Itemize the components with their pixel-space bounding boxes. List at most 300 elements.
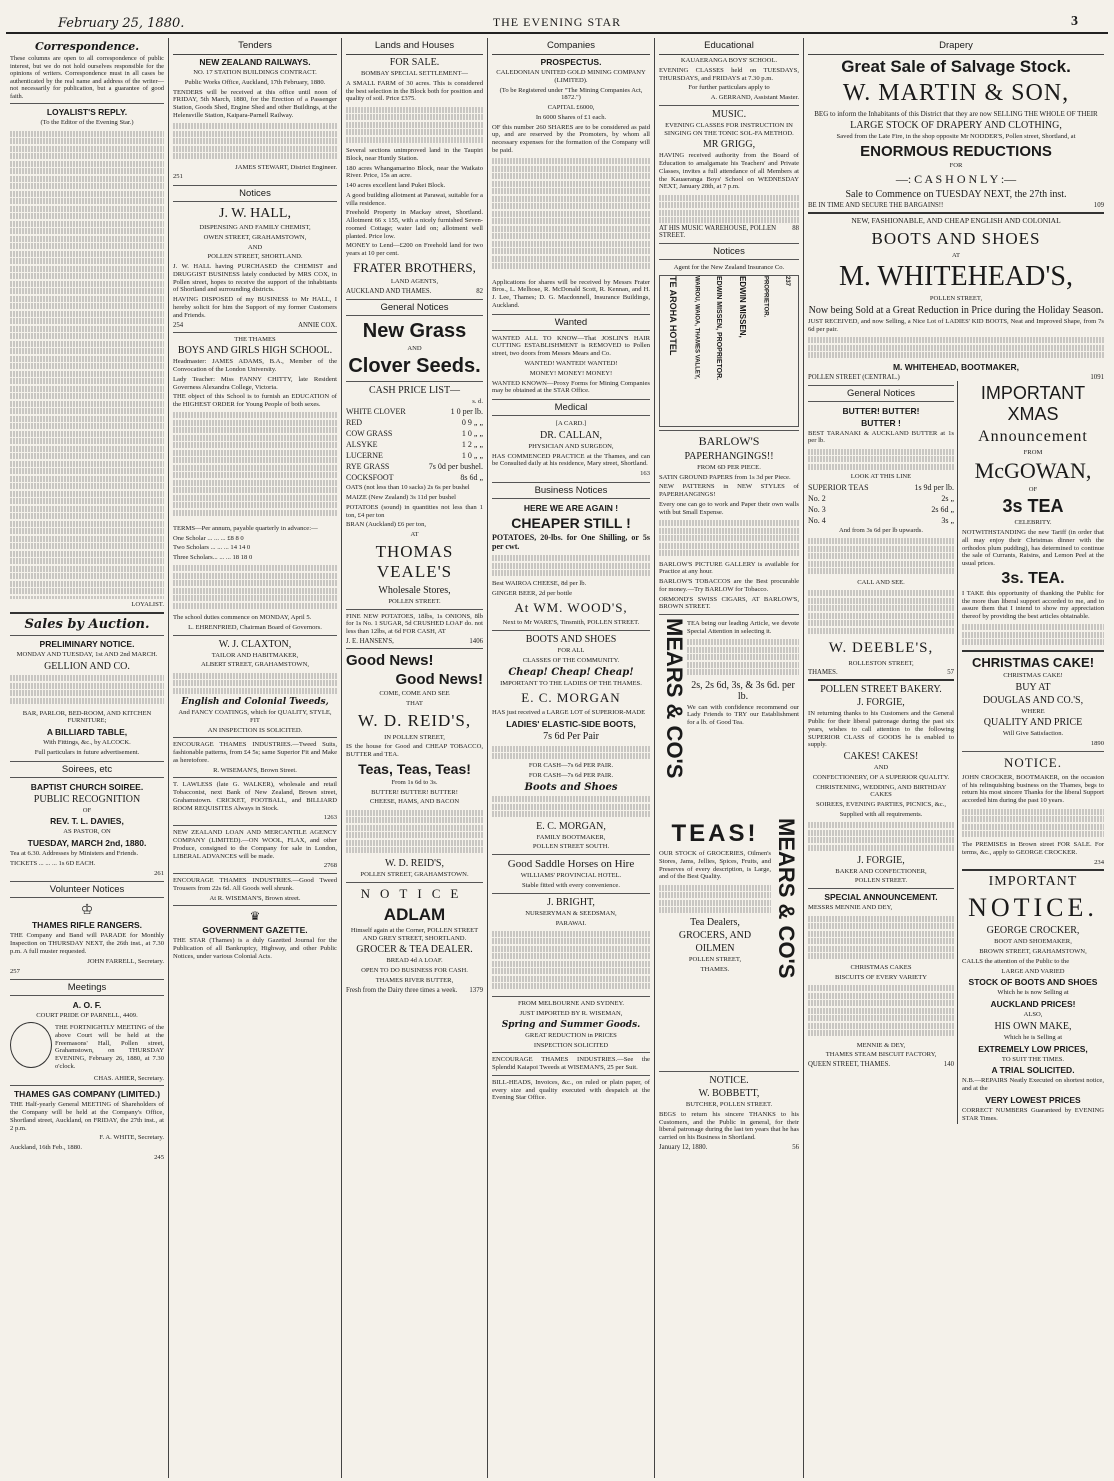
pollen-central: POLLEN STREET (CENTRAL.) bbox=[808, 373, 900, 381]
hotel-location: WAIROU, WAIOA, THAMES VALLEY, bbox=[693, 275, 700, 379]
be-in-time: BE IN TIME AND SECURE THE BARGAINS!! bbox=[808, 201, 944, 209]
shares: In 6000 Shares of £1 each. bbox=[535, 113, 607, 121]
christmas-cakes: CHRISTMAS CAKES bbox=[850, 964, 912, 971]
parawai: PARAWAI. bbox=[555, 919, 587, 927]
gerrand: A. GERRAND, Assistant Master. bbox=[710, 94, 799, 102]
auck-thames: AUCKLAND AND THAMES. bbox=[346, 287, 432, 295]
correspondence-notice: These columns are open to all correspondence of public interest, but we do not hold ourselves responsible for the opinions of writers. Correspondence must in all cases be authenticated by the real name and address of the writer—not necessarily for publication, but a guarantee of good faith. bbox=[10, 55, 164, 100]
cheap: Cheap! Cheap! Cheap! bbox=[508, 666, 634, 678]
billiard-table: A BILLIARD TABLE, bbox=[46, 727, 128, 738]
very-lowest: VERY LOWEST PRICES bbox=[985, 1094, 1081, 1105]
taranaki: BEST TARANAKI & AUCKLAND BUTTER at 1s per lb. bbox=[808, 429, 954, 445]
and-from: And from 3s 6d per lb upwards. bbox=[838, 526, 924, 534]
gallery: BARLOW'S PICTURE GALLERY is available for Practice at any hour. bbox=[659, 560, 799, 576]
sales-auction-head: Sales by Auction. bbox=[24, 616, 150, 632]
tea-row-price: 3s „ bbox=[941, 515, 954, 525]
for-label: FOR bbox=[949, 162, 963, 170]
caledonian: CALEDONIAN UNITED GOLD MINING COMPANY (LIMITED). bbox=[496, 69, 646, 84]
butter-butter: BUTTER! BUTTER! bbox=[842, 405, 920, 416]
and-label: AND bbox=[407, 344, 422, 352]
reid-2: W. D. REID'S, bbox=[385, 858, 444, 870]
christmas-cake-sub: CHRISTMAS CAKE! bbox=[1003, 671, 1063, 679]
column-tenders bbox=[169, 38, 342, 1478]
insurance-agent: Agent for the New Zealand Insurance Co. bbox=[673, 264, 785, 272]
paperhangings: PAPERHANGINGS!! bbox=[684, 450, 774, 462]
meetings-head: Meetings bbox=[10, 979, 164, 996]
lady-teacher: Lady Teacher: Miss FANNY CHITTY, late Resident Governess Alexandra College, Victoria. bbox=[173, 375, 337, 391]
pwo: Public Works Office, Auckland, 17th February, 1880. bbox=[184, 78, 326, 86]
supplied: Supplied with all requirements. bbox=[839, 810, 923, 818]
hall-text: J. W. HALL having PURCHASED the CHEMIST and DRUGGIST BUSINESS lately conducted by MRS COX, in Pollen street, hopes to receive the support of the inhabitants of Shortland and surrounding districts. bbox=[173, 263, 337, 294]
own-make: HIS OWN MAKE, bbox=[994, 1020, 1072, 1032]
calls-attention: CALLS the attention of the Public to the bbox=[962, 957, 1070, 965]
melbourne: FROM MELBOURNE AND SYDNEY. bbox=[517, 1000, 625, 1008]
mennie-dey: MESSRS MENNIE AND DEY, bbox=[808, 904, 893, 912]
cash-2: FOR CASH—7s 6d PER PAIR. bbox=[528, 771, 614, 779]
physician: PHYSICIAN AND SURGEON, bbox=[528, 442, 614, 450]
ref-254: 254 bbox=[173, 321, 184, 329]
price-row-name: LUCERNE bbox=[346, 451, 383, 461]
boots-and-shoes-6: BOOTS AND SHOES bbox=[871, 228, 1041, 248]
ref-56: 56 bbox=[792, 1143, 799, 1151]
come-see: COME, COME AND SEE bbox=[379, 689, 450, 697]
fee-three: Three Scholars... ... ... 18 18 0 bbox=[173, 554, 253, 562]
court-text: THE FORTNIGHTLY MEETING of the above Court will be held at the Freemasons' Hall, Pollen street, Grahamstown, on THURSDAY EVENING, February 26, 1880, at 7.30 o'clock. bbox=[55, 1024, 164, 1070]
enormous: ENORMOUS REDUCTIONS bbox=[860, 143, 1052, 161]
queen-st: QUEEN STREET, THAMES. bbox=[808, 1061, 891, 1069]
wiseman: R. WISEMAN'S, Brown Street. bbox=[213, 766, 297, 774]
bobbett: W. BOBBETT, bbox=[698, 1088, 760, 1100]
factory: THAMES STEAM BISCUIT FACTORY, bbox=[825, 1051, 937, 1059]
pollen-bakery: POLLEN STREET BAKERY. bbox=[820, 684, 942, 696]
wanted-text: WANTED ALL TO KNOW—That JOSLIN'S HAIR CUTTING ESTABLISHMENT is REMOVED to Pollen street, two doors from Messrs Mears and Co. bbox=[492, 334, 650, 358]
special-announcement: SPECIAL ANNOUNCEMENT. bbox=[824, 892, 938, 903]
reid-title: W. D. REID'S, bbox=[357, 710, 472, 730]
notice-title: NOTICE bbox=[360, 885, 469, 901]
ref-88: 88 bbox=[792, 225, 799, 233]
claxton-title: W. J. CLAXTON, bbox=[218, 638, 292, 650]
brown-street: BROWN STREET, GRAHAMSTOWN, bbox=[979, 948, 1087, 956]
grocers: GROCERS, AND bbox=[678, 930, 752, 942]
lawless: T. LAWLESS (late G. WALKER), wholesale and retail Tobacconist, next Bank of New Zealand, Brown street, Grahamstown. CRICKET, FOOTBALL, and BILLIARD ROOM REQUISITES Always in Stock. bbox=[173, 781, 337, 812]
grigg-text: HAVING received authority from the Board of Education to amalgamate his Teachers' and Private Classes, invites a full attendance of all Members at the Kauaeranga Boys' School on WEDNESDAY NEXT, January 28th, at 7 p.m. bbox=[659, 152, 799, 191]
price-row-price: 1 2 „ „ bbox=[461, 440, 483, 450]
salvage-title: Great Sale of Salvage Stock. bbox=[841, 57, 1071, 76]
forgie-2: J. FORGIE, bbox=[857, 854, 905, 866]
kauaeranga: KAUAERANGA BOYS' SCHOOL. bbox=[680, 57, 778, 64]
price-row-price: 8s 6d „ bbox=[460, 473, 483, 483]
col6-left bbox=[808, 381, 958, 1125]
cash-only: —: C A S H O N L Y :— bbox=[895, 171, 1017, 186]
cash-1: FOR CASH—7s 6d PER PAIR. bbox=[528, 762, 614, 770]
thames-5: THAMES. bbox=[700, 965, 730, 973]
which-selling: Which he is now Selling at bbox=[997, 989, 1069, 997]
auckland-prices: AUCKLAND PRICES! bbox=[990, 999, 1076, 1010]
teas-block bbox=[659, 818, 799, 1068]
which-is: Which he is Selling at bbox=[1003, 1033, 1063, 1041]
price-row-name: RED bbox=[346, 418, 362, 428]
fancy-coatings: And FANCY COATINGS, which for QUALITY, STYLE, FIT bbox=[178, 709, 332, 724]
ref-251: 251 bbox=[173, 173, 183, 181]
contract-title: NO. 17 STATION BUILDINGS CONTRACT. bbox=[193, 69, 317, 76]
george-crocker: GEORGE CROCKER, bbox=[986, 925, 1080, 937]
christening: CHRISTENING, WEDDING, AND BIRTHDAY CAKES bbox=[815, 783, 947, 799]
pollen-2: POLLEN STREET, GRAHAMSTOWN. bbox=[360, 871, 469, 879]
tea-3s: 3s TEA bbox=[1002, 496, 1064, 517]
good-news-2: Good News! bbox=[395, 670, 483, 688]
page-number: 3 bbox=[1071, 14, 1078, 29]
encourage: ENCOURAGE THAMES INDUSTRIES.—Tweed Suits, fashionable patterns, from £4 5s; same Superior Fit and Make as heretofore. bbox=[173, 741, 337, 764]
christmas-cake: CHRISTMAS CAKE! bbox=[971, 654, 1095, 670]
call-see: CALL AND SEE. bbox=[857, 578, 905, 586]
biscuits: BISCUITS OF EVERY VARIETY bbox=[834, 973, 928, 981]
imported: JUST IMPORTED BY R. WISEMAN, bbox=[519, 1010, 623, 1018]
price-row bbox=[346, 440, 483, 449]
sale-items: BAR, PARLOR, BED-ROOM, AND KITCHEN FURNITURE; bbox=[22, 709, 152, 725]
pollen-4: POLLEN STREET, bbox=[688, 956, 742, 964]
volunteer-head: Volunteer Notices bbox=[10, 881, 164, 898]
of-label: OF bbox=[82, 806, 92, 814]
where: WHERE bbox=[1021, 707, 1045, 715]
tea-time: Tea at 6.30. Addresses by Ministers and Friends. bbox=[10, 850, 139, 858]
morgan-2: E. C. MORGAN, bbox=[536, 820, 606, 832]
wood-title: At WM. WOOD'S, bbox=[514, 600, 628, 616]
court-emblem-icon bbox=[10, 1022, 52, 1068]
letter-to: (To the Editor of the Evening Star.) bbox=[40, 119, 134, 127]
fee-two: Two Scholars ... ... ... 14 14 0 bbox=[173, 544, 251, 552]
xmas-title: IMPORTANT XMAS bbox=[980, 382, 1086, 424]
morgan-text: HAS just received a LARGE LOT of SUPERIOR-MADE bbox=[492, 709, 646, 717]
extremely-low: EXTREMELY LOW PRICES, bbox=[978, 1043, 1088, 1054]
teas-title: TEAS! bbox=[671, 820, 759, 848]
look-at: LOOK AT THIS LINE bbox=[850, 473, 912, 481]
ref-261: 261 bbox=[154, 869, 164, 877]
ref-163: 163 bbox=[640, 470, 650, 478]
warehouse: AT HIS MUSIC WAREHOUSE, POLLEN STREET. bbox=[659, 225, 777, 240]
court-sign: CHAS. AHIER, Secretary. bbox=[93, 1074, 164, 1082]
celebrity: CELEBRITY. bbox=[1014, 519, 1052, 527]
column-correspondence bbox=[6, 38, 169, 1478]
apply-to: For further particulars apply to bbox=[688, 84, 770, 92]
chemist-title: DISPENSING AND FAMILY CHEMIST, bbox=[199, 224, 311, 232]
pollen-st-6: POLLEN STREET. bbox=[854, 877, 908, 885]
price-row-name: COW GRASS bbox=[346, 429, 393, 439]
tea-prices: 2s, 2s 6d, 3s, & 3s 6d. per lb. bbox=[691, 679, 795, 702]
satin: SATIN GROUND PAPERS from 1s 3d per Piece. bbox=[659, 473, 791, 481]
companies-head: Companies bbox=[492, 38, 650, 55]
hansen: J. E. HANSEN'S, bbox=[346, 637, 394, 645]
freehold: Freehold Property in Mackay street, Shortland. Allotment 66 x 155, with a nicely furnished Seven-roomed Cottage; water laid on; allotment well planted. Price low. bbox=[346, 209, 483, 240]
ref-1890: 1890 bbox=[1090, 740, 1104, 748]
sale-more: Full particulars in future advertisement. bbox=[34, 748, 140, 756]
soiree-title: BAPTIST CHURCH SOIREE. bbox=[30, 781, 144, 792]
acres-180: 180 acres Whangamarino Block, near the Waikato River. Price, 15s an acre. bbox=[346, 164, 483, 180]
recommend: We can with confidence recommend our Lady Friends to TRY our Establishment for a lb. of Good Tea. bbox=[687, 703, 799, 727]
ladies-boots: LADIES' ELASTIC-SIDE BOOTS, bbox=[506, 719, 636, 730]
bobbett-date: January 12, 1880. bbox=[659, 1143, 708, 1151]
money-2: MONEY! MONEY! MONEY! bbox=[529, 369, 613, 377]
and-6b: AND bbox=[873, 764, 889, 772]
from-6d: FROM 6D PER PIECE. bbox=[697, 463, 761, 471]
gas-title: THAMES GAS COMPANY (LIMITED.) bbox=[13, 1089, 161, 1100]
acres-140: 140 acres excellent land Pukei Block. bbox=[346, 182, 446, 190]
oilmen: OILMEN bbox=[695, 943, 735, 955]
river-butter: THAMES RIVER BUTTER, bbox=[375, 976, 454, 984]
gas-text: THE Half-yearly General MEETING of Shareholders of the Company will be held at the Company's Office, Shortland street, Auckland, on FRIDAY, the 27th inst., at 2 p.m. bbox=[10, 1101, 164, 1132]
forgie: J. FORGIE, bbox=[857, 697, 905, 709]
educational-head: Educational bbox=[659, 38, 799, 55]
oats: OATS (not less than 10 sacks) 2s 6s per bushel bbox=[346, 484, 470, 492]
sale-commence: Sale to Commence on TUESDAY NEXT, the 27th inst. bbox=[845, 188, 1067, 200]
ref-57: 57 bbox=[947, 669, 954, 677]
aof-title: A. O. F. bbox=[72, 1000, 102, 1011]
cheaper-still: CHEAPER STILL ! bbox=[511, 514, 631, 531]
wood-address: Next to Mr WARE'S, Tinsmith, POLLEN STREET. bbox=[502, 619, 640, 627]
column-educational bbox=[655, 38, 804, 1478]
chairman: L. EHRENFRIED, Chairman Board of Governors. bbox=[188, 623, 322, 631]
correspondence-head: Correspondence. bbox=[34, 40, 140, 53]
notice-6: NOTICE. bbox=[1004, 754, 1062, 770]
premises: The PREMISES in Brown street FOR SALE. For terms, &c., apply to GEORGE CROCKER. bbox=[962, 841, 1104, 856]
notwithstanding: NOTWITHSTANDING the new Tariff (in order that all may enjoy their Christmas dinner with the orthodox plum pudding), has determined to continue the sale of Currants, Raisins, and Lemon Peel at the usual prices. bbox=[962, 528, 1104, 568]
open-cash: OPEN TO DO BUSINESS FOR CASH. bbox=[361, 967, 468, 975]
ref-82: 82 bbox=[476, 287, 483, 295]
butter: BUTTER! BUTTER! BUTTER! bbox=[371, 788, 458, 796]
wanted-2: WANTED! WANTED! WANTED! bbox=[524, 360, 618, 368]
masthead bbox=[6, 2, 1108, 34]
important-ladies: IMPORTANT TO THE LADIES OF THE THAMES. bbox=[500, 679, 642, 687]
boot-shoemaker: BOOT AND SHOEMAKER, bbox=[994, 938, 1072, 946]
cakes: CAKES! CAKES! bbox=[843, 751, 919, 763]
letter-title: LOYALIST'S REPLY. bbox=[46, 107, 128, 118]
nursery: NURSERYMAN & SEEDSMAN, bbox=[525, 909, 617, 917]
teas-from: From 1s 6d to 3s. bbox=[391, 778, 438, 786]
reception: PUBLIC RECOGNITION bbox=[33, 793, 141, 805]
ref-2768: 2768 bbox=[323, 862, 337, 870]
card: [A CARD.] bbox=[555, 420, 587, 428]
bran: BRAN (Auckland) £6 per ton, bbox=[346, 521, 427, 529]
auction-dates: MONDAY AND TUESDAY, 1st AND 2nd MARCH. bbox=[16, 650, 158, 658]
price-list bbox=[346, 407, 483, 482]
i-take: I TAKE this opportunity of thanking the Public for the more than liberal support accorded to me, and to assure them that I intend to show my appreciation thereof by providing the best articles obtainable. bbox=[962, 589, 1104, 621]
school-reopen: The school duties commence on MONDAY, April 5. bbox=[173, 613, 312, 621]
quality-price: QUALITY AND PRICE bbox=[983, 717, 1083, 729]
ref-234: 234 bbox=[1094, 858, 1104, 866]
tweeds: English and Colonial Tweeds, bbox=[181, 697, 329, 708]
crest-icon: ♔ bbox=[80, 902, 94, 919]
saddle-horses: Good Saddle Horses on Hire bbox=[507, 858, 635, 871]
butter-single: BUTTER ! bbox=[861, 417, 901, 428]
wholesale: Wholesale Stores, bbox=[378, 584, 451, 596]
forgie-text: IN returning thanks to his Customers and the General Public for their liberal patronage during the past six years, wishes to call attention to the following SUPERIOR CLASS of GOODS he is enabled to supply. bbox=[808, 710, 954, 749]
pollen-6: POLLEN STREET, bbox=[929, 295, 983, 303]
wanted-head: Wanted bbox=[492, 314, 650, 331]
barlow-text: Every one can go to work and Paper their own walls with but Small Expense. bbox=[659, 501, 799, 516]
crocker-text: JOHN CROCKER, BOOTMAKER, on the occasion of his relinquishing business on the Thames, begs to return his most sincere Thanks for the liberal Support accorded him during the past 10 years. bbox=[962, 773, 1104, 805]
price-row bbox=[346, 407, 483, 416]
hotel-name: TE AROHA HOTEL bbox=[667, 275, 678, 356]
veale-title: THOMAS VEALE'S bbox=[375, 541, 454, 581]
ginger-beer: GINGER BEER, 2d per bottle bbox=[492, 589, 573, 597]
potatoes-2: FINE NEW POTATOES, 18lbs, 1s ONIONS, 8lb for 1s No. 1 SUGAR, 5d CRUSHED LOAF do. not less than 12lbs, at 6d FOR CASH, AT bbox=[346, 612, 483, 636]
grocer: GROCER & TEA DEALER. bbox=[356, 944, 473, 956]
drapery-head: Drapery bbox=[808, 38, 1104, 55]
music-classes: EVENING CLASSES FOR INSTRUCTION IN SINGING ON THE TONIC SOL-FA METHOD. bbox=[664, 121, 794, 137]
price-row-name: RYE GRASS bbox=[346, 462, 390, 472]
farm: A SMALL FARM of 30 acres. This is considered the best selection in the Block both for position and quality of soil. Price £375. bbox=[346, 79, 483, 103]
school-terms: TERMS—Per annum, payable quarterly in advance:— bbox=[173, 524, 318, 532]
potatoes-shilling: POTATOES, 20-lbs. for One Shilling, or 5s per cwt. bbox=[492, 532, 650, 552]
tea-list bbox=[808, 483, 954, 525]
capital: CAPITAL £6000, bbox=[547, 104, 595, 112]
at-6: AT bbox=[951, 251, 961, 259]
new-patterns: NEW PATTERNS in NEW STYLES of PAPERHANGINGS! bbox=[659, 483, 799, 499]
at-label: AT bbox=[410, 531, 419, 539]
ref-140: 140 bbox=[943, 1061, 954, 1069]
gas-sign: F. A. WHITE, Secretary. bbox=[99, 1134, 164, 1142]
adlam-text: Himself again at the Corner, POLLEN STREET AND GREY STREET, SHORTLAND. bbox=[350, 926, 479, 942]
baker: BAKER AND CONFECTIONER, bbox=[835, 867, 927, 875]
company-apply: Applications for shares will be received by Messrs Frater Bros., L. Melhose, R. McDonald Scott, R. Kennan, and H. J. Lee, Thames; D. G. Macdonnell, Insurance Buildings, Auckland. bbox=[492, 278, 650, 309]
price-row-price: 0 9 „ „ bbox=[461, 418, 483, 428]
here-again: HERE WE ARE AGAIN ! bbox=[523, 502, 619, 513]
sections: Several sections unimproved land in the Taupiri Block, near Huntly Station. bbox=[346, 147, 483, 162]
soirees-6: SOIREES, EVENING PARTIES, PICNICS, &c., bbox=[816, 801, 946, 809]
boots-shoes: BOOTS AND SHOES bbox=[525, 634, 617, 646]
fresh-dairy: Fresh from the Dairy three times a week. bbox=[346, 986, 458, 994]
gazette-title: GOVERNMENT GAZETTE. bbox=[202, 925, 308, 936]
fittings: With Fittings, &c., by ALCOCK. bbox=[43, 739, 131, 747]
family-bootmaker: FAMILY BOOTMAKER, bbox=[536, 833, 606, 841]
money-lend: MONEY to Lend—£200 on Freehold land for two years at 10 per cent. bbox=[346, 242, 483, 258]
our-stock: OUR STOCK of GROCERIES, Oilmen's Stores, Jams, Jellies, Spices, Fruits, and Preserves of every description, is Large, and of the Best Quality. bbox=[659, 850, 771, 881]
adlam-title: ADLAM bbox=[383, 904, 446, 924]
tea-row-name: SUPERIOR TEAS bbox=[808, 482, 869, 492]
cox-text: HAVING DISPOSED of my BUSINESS to Mr HALL, I hereby solicit for him the Support of my former Customers and Friends. bbox=[173, 296, 337, 319]
rangers-title: THAMES RIFLE RANGERS. bbox=[31, 920, 143, 931]
suit-times: TO SUIT THE TIMES. bbox=[1001, 1055, 1065, 1063]
cheese: CHEESE, HAMS, AND BACON bbox=[369, 798, 460, 806]
encourage-2: ENCOURAGE THAMES INDUSTRIES.—Good Tweed Trousers from 22s 6d. All Goods well shrunk. bbox=[173, 877, 337, 892]
mears-vertical: MEARS & CO'S bbox=[662, 618, 687, 779]
inspection: AN INSPECTION IS SOLICITED. bbox=[207, 726, 303, 734]
column-companies bbox=[488, 38, 655, 1478]
wanted-known: WANTED KNOWN—Proxy Forms for Mining Companies may be obtained at the STAR Office. bbox=[492, 379, 650, 395]
owen-street: OWEN STREET, GRAHAMSTOWN, bbox=[203, 233, 307, 241]
good-news-1: Good News! bbox=[346, 651, 434, 669]
now-selling: Now being Sold at a Great Reduction in Price during the Holiday Season. bbox=[808, 305, 1104, 317]
price-row-price: 7s 0d per bushel. bbox=[428, 462, 483, 472]
buy-at: BUY AT bbox=[1015, 681, 1051, 693]
column-lands bbox=[342, 38, 488, 1478]
thames-6: THAMES. bbox=[808, 669, 838, 677]
large-stock: LARGE STOCK OF DRAPERY AND CLOTHING, bbox=[850, 120, 1062, 132]
just-received: JUST RECEIVED, and now Selling, a Nice Lot of LADIES' KID BOOTS, Neat and Improved Shape, from 7s 6d per pair. bbox=[808, 318, 1104, 333]
whitehead-address: M. WHITEHEAD, BOOTMAKER, bbox=[892, 361, 1020, 372]
prospectus: PROSPECTUS. bbox=[540, 57, 602, 67]
in-pollen: IN POLLEN STREET, bbox=[384, 733, 445, 741]
enc-kaiapoi: ENCOURAGE THAMES INDUSTRIES.—See the Splendid Kaiapoi Tweeds at WISEMAN'S, 25 per Suit. bbox=[492, 1056, 650, 1072]
ref-1263: 1263 bbox=[323, 814, 337, 822]
nzloan: NEW ZEALAND LOAN AND MERCANTILE AGENCY COMPANY (LIMITED).—ON WOOL, FLAX, and other Produce, consigned to the Company for sale in London, LIBERAL ADVANCES will be made. bbox=[173, 829, 337, 860]
tobacco: BARLOW'S TOBACCOS are the Best procurable for money.—Try BARLOW for Tobacco. bbox=[659, 578, 799, 593]
that-label: THAT bbox=[406, 699, 423, 707]
evening-classes: EVENING CLASSES held on TUESDAYS, THURSDAYS, and FRIDAYS at 7.30 p.m. bbox=[659, 66, 799, 82]
also: ALSO, bbox=[1023, 1011, 1043, 1019]
court-title: COURT PRIDE OF PARNELL, 4409. bbox=[36, 1012, 138, 1020]
inspection-solicited: INSPECTION SOLICITED bbox=[533, 1041, 609, 1049]
albert-street: ALBERT STREET, GRAHAMSTOWN, bbox=[200, 661, 310, 669]
headmaster: Headmaster: JAMES ADAMS, B.A., Member of the Convocation of the London University. bbox=[173, 358, 337, 374]
bobbett-text: BEGS to return his sincere THANKS to his Customers, and the Public in general, for their liberal patronage during the last ten years that he has carried on his Business in Shortland. bbox=[659, 1110, 799, 1142]
callan-text: HAS COMMENCED PRACTICE at the Thames, and can be Consulted daily at his residence, Mary street, Shortland. bbox=[492, 452, 650, 468]
tea-row bbox=[808, 483, 954, 492]
new-grass: New Grass bbox=[362, 319, 467, 342]
general-notices-head: General Notices bbox=[346, 299, 483, 316]
martin-text: BEG to inform the Inhabitants of this District that they are now SELLING THE WHOLE OF THEIR bbox=[814, 110, 1098, 118]
company-body: OF this number 260 SHARES are to be considered as paid up, and are reserved by the Promoters, by whom all necessary expenses for the formation of the Company will be paid. bbox=[492, 123, 650, 154]
confectionery: CONFECTIONERY, OF A SUPERIOR QUALITY. bbox=[812, 773, 950, 781]
wairoa-cheese: Best WAIROA CHEESE, 8d per lb. bbox=[492, 579, 587, 587]
classes: CLASSES OF THE COMMUNITY. bbox=[522, 656, 620, 664]
rangers-text: THE Company and Band will PARADE for Monthly Inspection on THURSDAY NEXT, the 26th inst., at 7.30 p.m. A full muster requested. bbox=[10, 932, 164, 955]
tea-dealers: Tea Dealers, bbox=[690, 917, 740, 929]
cigars: ORMOND'S SWISS CIGARS, AT BARLOW'S, BROWN STREET. bbox=[659, 595, 799, 611]
hotel-proprietor: EDWIN MISSEN, PROPRIETOR. bbox=[715, 275, 723, 381]
price-row bbox=[346, 429, 483, 438]
land-agents: LAND AGENTS, bbox=[390, 278, 439, 286]
bright: J. BRIGHT, bbox=[547, 896, 595, 908]
price-row bbox=[346, 451, 483, 460]
soiree-date: TUESDAY, MARCH 2nd, 1880. bbox=[27, 838, 147, 849]
great-reduction: GREAT REDUCTION in PRICES bbox=[525, 1031, 617, 1039]
letter-body bbox=[10, 129, 164, 599]
from-6: FROM bbox=[1023, 448, 1043, 456]
trial: A TRIAL SOLICITED. bbox=[991, 1065, 1075, 1076]
medical-head: Medical bbox=[492, 399, 650, 416]
grigg: MR GRIGG, bbox=[702, 139, 756, 151]
notices-head: Notices bbox=[173, 185, 337, 202]
butcher: BUTCHER, POLLEN STREET. bbox=[685, 1101, 773, 1109]
price-row-price: 1 0 „ „ bbox=[461, 429, 483, 439]
tea-row-price: 2s „ bbox=[941, 493, 954, 503]
important: IMPORTANT bbox=[988, 874, 1078, 890]
notices-head-5: Notices bbox=[659, 243, 799, 260]
gazette-text: THE STAR (Thames) is a duly Gazetted Journal for the Publication of all Bankruptcy, Highway, and other Public Notices, under various Colonial Acts. bbox=[173, 937, 337, 960]
douglas: DOUGLAS AND CO.'S, bbox=[982, 694, 1084, 706]
tea-row-name: No. 3 bbox=[808, 504, 826, 514]
railways-title: NEW ZEALAND RAILWAYS. bbox=[199, 57, 311, 67]
cash-price-list: CASH PRICE LIST— bbox=[368, 384, 461, 396]
price-row-name: WHITE CLOVER bbox=[346, 407, 406, 417]
teas: Teas, Teas, Teas! bbox=[358, 760, 471, 777]
bread: BREAD 4d A LOAF. bbox=[386, 957, 443, 965]
letter-signature: LOYALIST. bbox=[131, 601, 164, 609]
prelim-notice: PRELIMINARY NOTICE. bbox=[39, 638, 135, 649]
tenders-head: Tenders bbox=[173, 38, 337, 55]
mcgowan: McGOWAN, bbox=[974, 458, 1092, 484]
auctioneer: GELLION AND CO. bbox=[44, 660, 130, 672]
col6-right bbox=[962, 381, 1104, 1125]
tea-row-price: 1s 9d per lb. bbox=[914, 482, 954, 492]
mears-block bbox=[659, 618, 799, 818]
soirees-head: Soirees, etc bbox=[10, 761, 164, 778]
boots-and-shoes: Boots and Shoes bbox=[524, 781, 618, 793]
drapery-lower bbox=[808, 381, 1104, 1125]
general-notices-6: General Notices bbox=[808, 385, 954, 402]
columns bbox=[6, 38, 1108, 1478]
fee-one: One Scholar ... ... ... £8 8 0 bbox=[173, 534, 244, 542]
